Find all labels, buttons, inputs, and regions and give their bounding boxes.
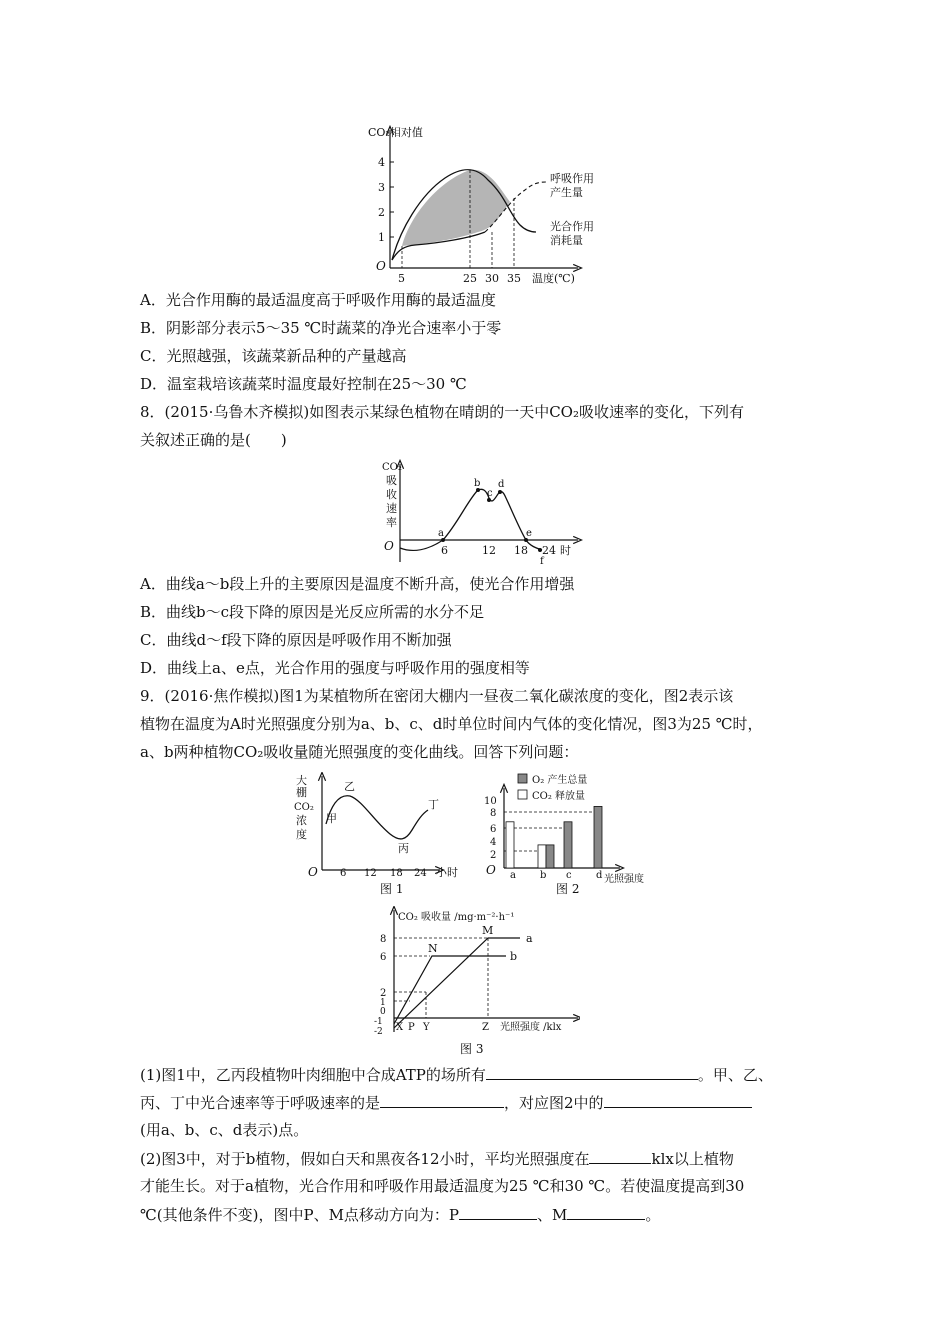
svg-text:6: 6 [441,544,448,557]
q8-option-c: C．曲线d～f段下降的原因是呼吸作用不断加强 [140,631,452,649]
svg-text:Z: Z [482,1022,489,1033]
q8-stem-2: 关叙述正确的是( ) [140,431,287,449]
svg-text:b: b [540,870,547,881]
q9-part2-line3: ℃(其他条件不变)，图中P、M点移动方向为：P 、M 。 [140,1206,661,1224]
svg-text:8: 8 [380,934,387,945]
svg-text:吸: 吸 [386,474,397,487]
svg-text:c: c [487,488,493,499]
svg-text:6: 6 [490,824,497,835]
svg-text:12: 12 [364,868,377,879]
svg-text:4: 4 [378,156,385,169]
svg-text:率: 率 [386,516,397,529]
bar-o2-b [546,845,554,868]
svg-text:25: 25 [463,272,477,285]
y-title: CO₂相对值 [368,126,423,139]
figure-1-caption: 图 1 [380,882,404,896]
svg-text:消耗量: 消耗量 [550,234,583,247]
svg-text:O: O [308,865,318,879]
answer-blank-light-intensity[interactable] [589,1148,651,1164]
svg-text:光照强度: 光照强度 [604,874,644,885]
svg-text:6: 6 [340,868,347,879]
svg-text:产生量: 产生量 [550,186,583,199]
figure-3 [370,906,580,1036]
co2-uptake-curve [400,489,542,550]
bar-co2-a [506,822,514,868]
q8-stem-1: 8．(2015·乌鲁木齐模拟)如图表示某绿色植物在晴朗的一天中CO₂吸收速率的变化，下列有 [140,403,744,421]
svg-text:a: a [526,932,533,945]
svg-text:12: 12 [482,544,496,557]
svg-text:M: M [482,924,494,937]
svg-text:乙: 乙 [344,780,355,793]
svg-text:-2: -2 [374,1027,383,1036]
bar-o2-c [564,822,572,868]
svg-text:光照强度 /klx: 光照强度 /klx [500,1022,562,1033]
answer-blank-p-move[interactable] [459,1204,537,1220]
svg-text:O: O [384,539,394,553]
svg-text:X: X [396,1022,404,1033]
bar-co2-b [538,845,546,868]
svg-text:1: 1 [378,231,385,244]
shaded-area [402,170,510,246]
q9-part1-line3: (用a、b、c、d表示)点。 [140,1121,309,1139]
svg-text:CO₂: CO₂ [294,802,314,813]
svg-text:呼吸作用: 呼吸作用 [550,172,594,185]
figure-3-caption: 图 3 [460,1042,484,1056]
svg-text:1: 1 [380,998,386,1008]
line-b [394,956,506,1024]
svg-text:c: c [566,870,572,881]
svg-text:Y: Y [423,1022,430,1033]
svg-text:18: 18 [514,544,528,557]
q9-stem-1: 9．(2016·焦作模拟)图1为某植物所在密闭大棚内一昼夜二氧化碳浓度的变化，图2表示该 [140,687,734,705]
svg-text:度: 度 [296,828,307,841]
svg-text:5: 5 [398,272,405,285]
q8-figure [368,458,583,568]
svg-text:6: 6 [380,952,387,963]
svg-text:4: 4 [490,837,497,848]
svg-text:24: 24 [542,544,556,557]
top-figure [360,120,610,285]
q9-stem-2: 植物在温度为A时光照强度分别为a、b、c、d时单位时间内气体的变化情况，图3为25 ℃时， [140,715,763,733]
svg-text:CO₂ 吸收量 /mg·m⁻²·h⁻¹: CO₂ 吸收量 /mg·m⁻²·h⁻¹ [398,912,515,923]
q9-stem-3: a、b两种植物CO₂吸收量随光照强度的变化曲线。回答下列问题： [140,743,579,761]
figure-2-caption: 图 2 [556,882,580,896]
svg-text:O: O [376,259,386,273]
figure-2 [480,770,660,885]
answer-blank-m-move[interactable] [567,1204,645,1220]
q7-option-b: B．阴影部分表示5～35 ℃时蔬菜的净光合速率小于零 [140,319,502,337]
svg-text:甲: 甲 [326,812,337,825]
svg-text:速: 速 [386,502,397,515]
q8-option-b: B．曲线b～c段下降的原因是光反应所需的水分不足 [140,603,485,621]
svg-text:d: d [498,479,505,490]
svg-text:丁: 丁 [428,798,439,811]
svg-text:8: 8 [490,808,497,819]
q9-part2-line2: 才能生长。对于a植物，光合作用和呼吸作用最适温度为25 ℃和30 ℃。若使温度提高到30 [140,1177,745,1195]
svg-text:CO₂: CO₂ [382,462,402,473]
svg-text:24: 24 [414,868,427,879]
q9-part1-line2: 丙、丁中光合速率等于呼吸速率的是 ，对应图2中的 [140,1092,752,1113]
svg-text:收: 收 [386,488,397,501]
answer-blank-equal-rate[interactable] [380,1092,504,1108]
svg-text:d: d [596,870,603,881]
q8-option-a: A．曲线a～b段上升的主要原因是温度不断升高，使光合作用增强 [140,575,575,593]
answer-blank-fig2-point[interactable] [604,1092,752,1108]
q8-option-d: D．曲线上a、e点，光合作用的强度与呼吸作用的强度相等 [140,659,530,677]
svg-text:18: 18 [390,868,403,879]
svg-text:0: 0 [380,1007,386,1017]
svg-text:2: 2 [380,988,387,999]
figure-1 [290,772,470,880]
svg-text:30: 30 [485,272,499,285]
q9-part1-line1: (1)图1中，乙丙段植物叶肉细胞中合成ATP的场所有 。甲、乙、 [140,1066,773,1084]
q7-option-d: D．温室栽培该蔬菜时温度最好控制在25～30 ℃ [140,375,467,393]
svg-text:棚: 棚 [296,786,307,799]
co2-concentration-curve [326,796,428,839]
svg-text:O₂ 产生总量: O₂ 产生总量 [532,775,588,786]
svg-text:光合作用: 光合作用 [550,220,594,233]
svg-text:a: a [510,870,516,881]
line-a [394,938,520,1028]
svg-text:a: a [438,528,444,539]
answer-blank-atp-sites[interactable] [486,1064,698,1080]
svg-text:N: N [428,942,438,955]
svg-text:-1: -1 [374,1017,383,1027]
fig2-bars [506,806,602,868]
q7-option-c: C．光照越强，该蔬菜新品种的产量越高 [140,347,407,365]
svg-text:35: 35 [507,272,521,285]
svg-text:3: 3 [378,181,385,194]
q9-part2-line1: (2)图3中，对于b植物，假如白天和黑夜各12小时，平均光照强度在 klx以上植物 [140,1150,734,1168]
svg-text:浓: 浓 [296,814,307,827]
svg-text:大: 大 [296,774,307,787]
svg-text:2: 2 [378,206,385,219]
svg-text:小时: 小时 [436,866,458,879]
svg-text:b: b [474,478,481,489]
svg-text:e: e [526,528,532,539]
bar-o2-d [594,806,602,868]
svg-text:CO₂ 释放量: CO₂ 释放量 [532,791,586,802]
svg-text:丙: 丙 [398,842,409,855]
q7-option-a: A．光合作用酶的最适温度高于呼吸作用酶的最适温度 [140,291,496,309]
svg-text:P: P [408,1022,415,1033]
svg-text:O: O [486,863,496,877]
svg-text:b: b [510,950,518,963]
svg-text:时: 时 [560,544,571,557]
svg-text:f: f [540,556,544,567]
svg-text:温度(℃): 温度(℃) [532,272,575,285]
svg-text:2: 2 [490,850,497,861]
svg-text:10: 10 [484,796,497,807]
